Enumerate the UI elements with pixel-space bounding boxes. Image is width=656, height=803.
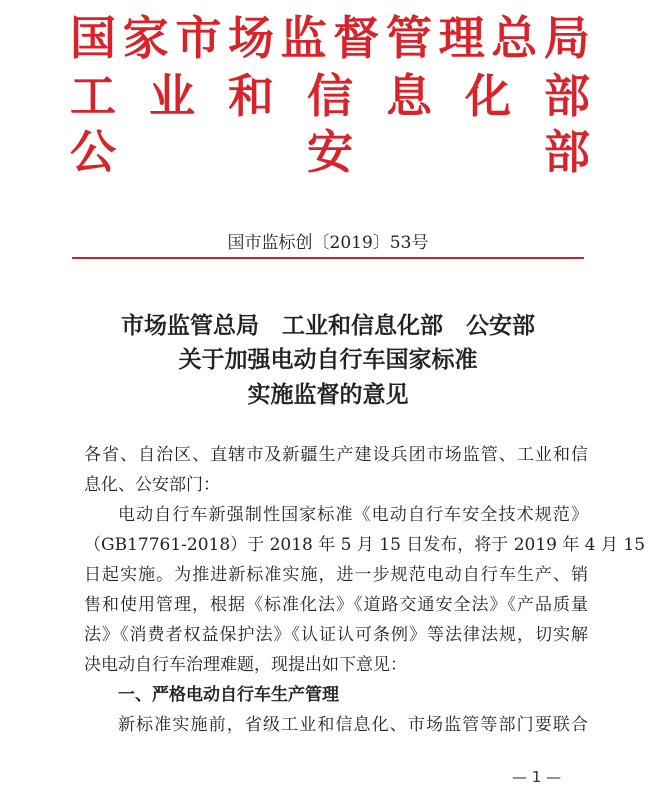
- header-line-1: [70, 10, 590, 66]
- header-char: 理: [438, 11, 485, 65]
- header-char: 市: [175, 11, 222, 65]
- header-char: 国: [70, 11, 116, 65]
- header-char: 家: [122, 11, 169, 65]
- document-title-line-3: 实施监督的意见: [247, 381, 409, 408]
- text-line: 各省、自治区、直辖市及新疆生产建设兵团市场监管、工业和信: [84, 445, 588, 465]
- text-line: 法》《消费者权益保护法》《认证认可条例》等法律法规，切实解: [84, 625, 588, 645]
- header-char: 管: [385, 11, 432, 65]
- text-line: 息化、公安部门：: [84, 475, 220, 495]
- header-char: 息: [386, 69, 432, 123]
- header-char: 公: [70, 125, 116, 179]
- text-line: 日起实施。为推进新标准实施，进一步规范电动自行车生产、销: [84, 565, 588, 585]
- header-char: 信: [307, 69, 353, 123]
- body-paragraph-1: [84, 500, 646, 680]
- header-char: 局: [543, 11, 590, 65]
- document-title-line-2: 关于加强电动自行车国家标准: [178, 346, 478, 373]
- red-divider-rule: [72, 257, 584, 259]
- page-number: — 1 —: [512, 768, 562, 786]
- document-title-line-1: 市场监管总局 工业和信息化部 公安部: [121, 312, 535, 339]
- header-char: 部: [544, 69, 590, 123]
- text-line: 电动自行车新强制性国家标准《电动自行车安全技术规范》: [118, 505, 588, 525]
- section-heading: 一、严格电动自行车生产管理: [118, 685, 339, 705]
- document-number: 国市监标创〔2019〕53号: [227, 233, 429, 253]
- text-line: （GB17761-2018）于 2018 年 5 月 15 日发布，将于 2019 年 4 月 15: [84, 535, 646, 555]
- header-char: 化: [465, 69, 511, 123]
- header-char: 督: [333, 11, 380, 65]
- header-line-3: [70, 124, 590, 180]
- header-char: 部: [544, 125, 590, 179]
- header-char: 场: [227, 11, 274, 65]
- document-body: [84, 440, 646, 740]
- section-1-heading-block: [84, 680, 588, 710]
- header-char: 业: [149, 69, 195, 123]
- header-char: 工: [70, 69, 116, 123]
- addressee-paragraph: [84, 440, 588, 500]
- text-line: 决电动自行车治理难题，现提出如下意见：: [84, 655, 407, 675]
- text-line: 售和使用管理，根据《标准化法》《道路交通安全法》《产品质量: [84, 595, 588, 615]
- body-paragraph-2: [84, 710, 588, 740]
- header-char: 和: [228, 69, 274, 123]
- text-line: 新标准实施前，省级工业和信息化、市场监管等部门要联合: [118, 715, 588, 735]
- header-line-2: [70, 68, 590, 124]
- header-char: 总: [491, 11, 538, 65]
- header-char: 安: [307, 125, 353, 179]
- header-char: 监: [280, 11, 327, 65]
